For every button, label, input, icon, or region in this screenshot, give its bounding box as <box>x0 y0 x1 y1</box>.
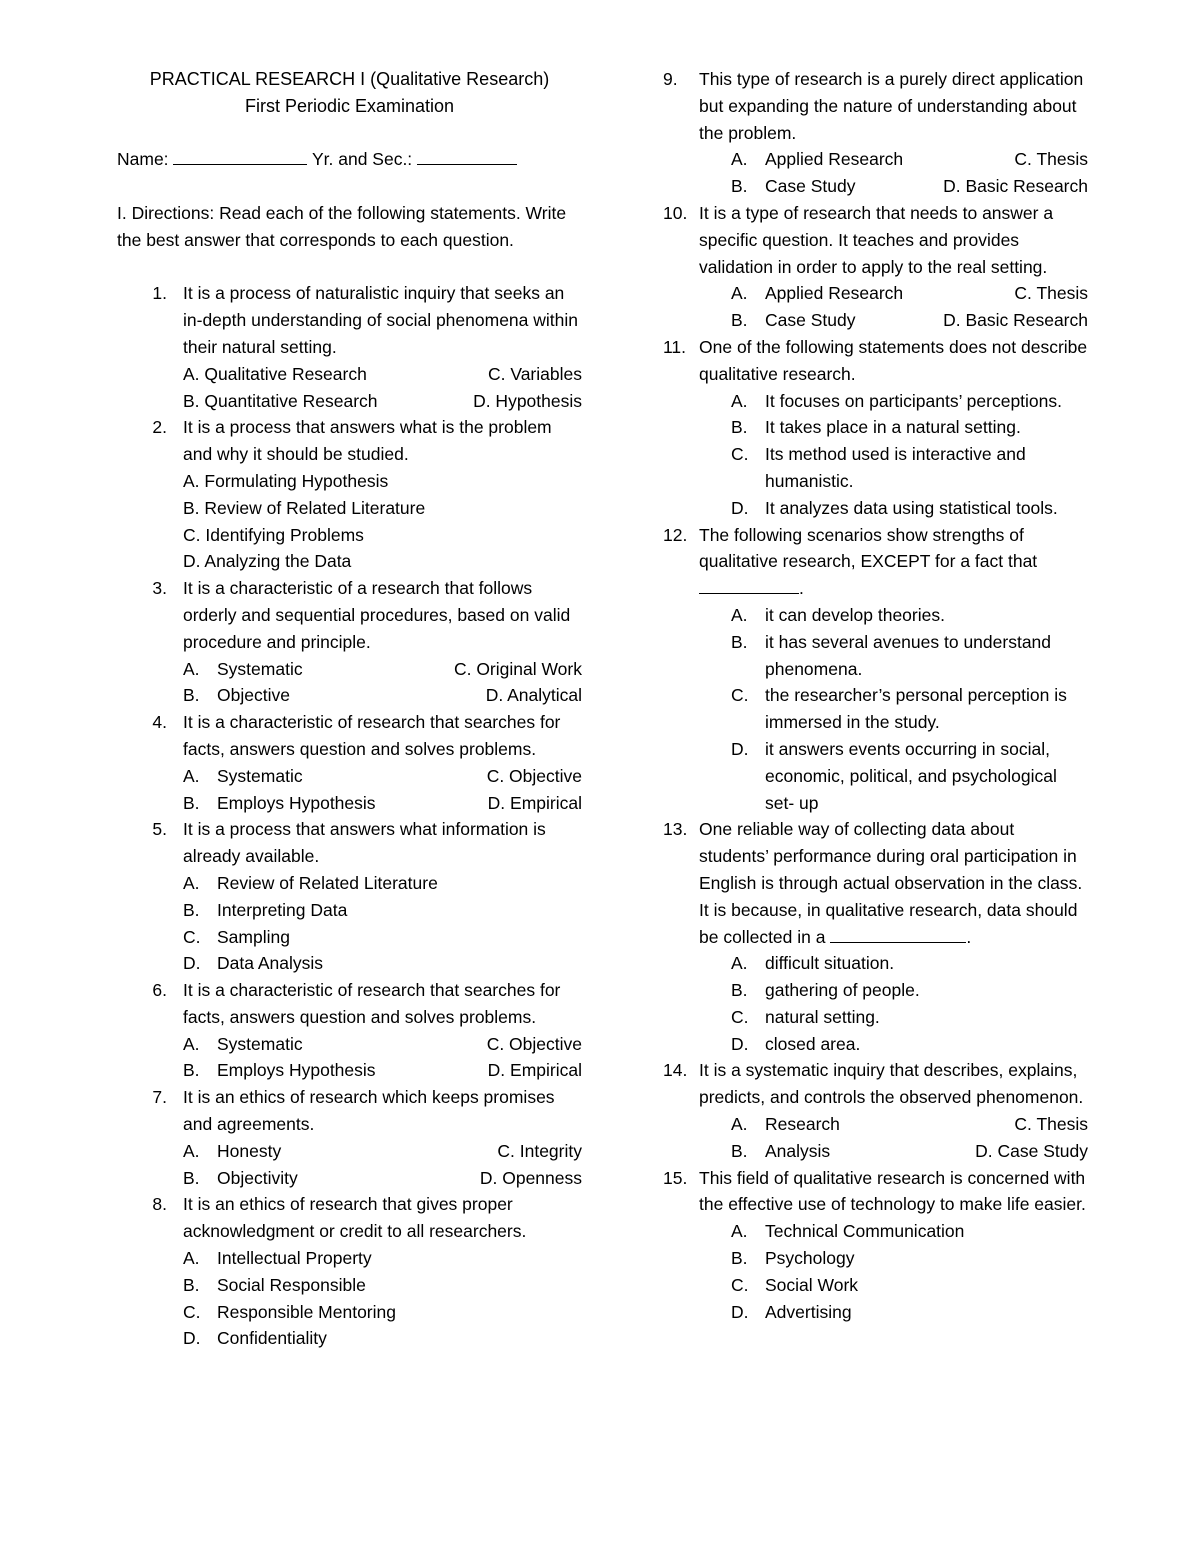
options-row <box>117 361 582 388</box>
option-c[interactable]: C. Thesis <box>1014 149 1088 170</box>
question-text: It is an ethics of research which keeps promises and agreements. <box>183 1087 555 1135</box>
option-text: Social Responsible <box>217 1274 366 1295</box>
option-letter: B. <box>183 685 200 706</box>
option-text: Systematic <box>217 765 303 786</box>
option-letter: B. <box>183 792 200 813</box>
option-text: Systematic <box>217 658 303 679</box>
option-letter: C. <box>731 444 749 465</box>
options-row <box>663 173 1088 200</box>
question-number: 6. <box>152 980 167 1001</box>
question-text: It is a characteristic of research that searches for facts, answers question and solves problems. <box>183 712 561 759</box>
option-letter: C. <box>731 1274 749 1295</box>
option-d[interactable]: D. Analyzing the Data <box>183 551 352 572</box>
option-text: Employs Hypothesis <box>217 1060 376 1081</box>
question-3 <box>117 575 582 655</box>
option-text: It focuses on participants’ perceptions. <box>765 390 1063 411</box>
option-a[interactable] <box>183 656 303 683</box>
options-row <box>117 1138 582 1165</box>
question-text: It is a process of naturalistic inquiry that seeks an in-depth understanding of social phenomena within their natural setting. <box>183 283 578 357</box>
question-8 <box>117 1191 582 1245</box>
question-number: 9. <box>663 69 678 89</box>
question-text: It is an ethics of research that gives proper acknowledgment or credit to all researchers. <box>183 1194 527 1242</box>
option-letter: D. <box>731 738 749 759</box>
options-row <box>117 682 582 709</box>
option-b[interactable] <box>117 1272 582 1299</box>
option-text: it has several avenues to understand phenomena. <box>765 631 1052 679</box>
question-6 <box>117 977 582 1031</box>
option-letter: A. <box>731 953 748 974</box>
option-c[interactable]: C. Integrity <box>497 1140 582 1161</box>
options-row <box>663 280 1088 307</box>
question-10 <box>663 200 1088 280</box>
option-c[interactable]: C. Identifying Problems <box>183 524 364 545</box>
option-letter: A. <box>731 1114 748 1135</box>
option-a[interactable]: A. Formulating Hypothesis <box>183 470 389 491</box>
blank-period: . <box>799 578 804 599</box>
option-letter: A. <box>731 604 748 625</box>
option-letter: B. <box>183 899 200 920</box>
option-text: Advertising <box>765 1301 852 1322</box>
option-text: Applied Research <box>765 283 904 304</box>
option-c[interactable] <box>663 441 1088 495</box>
question-2 <box>117 414 582 468</box>
option-letter: A. <box>183 1033 200 1054</box>
option-a[interactable] <box>117 870 582 897</box>
option-d[interactable]: D. Empirical <box>487 792 582 813</box>
option-letter: D. <box>731 497 749 518</box>
question-text: The following scenarios show strengths of qualitative research, EXCEPT for a fact that <box>699 524 1038 572</box>
option-d[interactable] <box>663 1031 1088 1058</box>
option-d[interactable]: D. Openness <box>479 1167 582 1188</box>
name-row <box>117 146 582 173</box>
option-text: gathering of people. <box>765 980 920 1001</box>
question-number: 3. <box>152 578 167 599</box>
option-letter: A. <box>183 658 200 679</box>
option-b[interactable] <box>663 414 1088 441</box>
option-b[interactable] <box>663 629 1088 683</box>
option-text: Interpreting Data <box>217 899 348 920</box>
question-number: 5. <box>152 819 167 840</box>
option-text: Analysis <box>765 1140 831 1161</box>
question-text: It is a characteristic of research that searches for facts, answers question and solves problems. <box>183 980 561 1027</box>
question-text: This type of research is a purely direct application but expanding the nature of understanding about the problem. <box>699 69 1084 143</box>
option-letter: C. <box>183 926 201 947</box>
option-text: It takes place in a natural setting. <box>765 417 1021 438</box>
options-row <box>663 307 1088 334</box>
question-1 <box>117 280 582 360</box>
option-text: difficult situation. <box>765 953 895 974</box>
question-number: 7. <box>152 1087 167 1108</box>
question-text: It is a type of research that needs to answer a specific question. It teaches and provides validation in order to apply to the real setting. <box>699 202 1054 277</box>
option-letter: B. <box>731 176 748 197</box>
name-field[interactable] <box>173 146 307 165</box>
option-a[interactable] <box>663 388 1088 415</box>
option-text: Case Study <box>765 176 856 197</box>
question-number: 2. <box>152 417 167 438</box>
question-number: 15. <box>663 1167 688 1188</box>
option-c[interactable]: C. Original Work <box>453 658 582 679</box>
name-label: Name: <box>117 149 169 170</box>
option-letter: D. <box>731 1033 749 1054</box>
option-text: Intellectual Property <box>217 1248 372 1269</box>
directions: I. Directions: Read each of the following statements. Write the best answer that corresponds to each question. <box>117 202 567 250</box>
option-letter: C. <box>183 1301 201 1322</box>
option-b[interactable]: B. Review of Related Literature <box>183 497 426 518</box>
option-letter: B. <box>183 1274 200 1295</box>
option-text: Its method used is interactive and humanistic. <box>765 444 1026 491</box>
question-text: It is a process that answers what information is already available. <box>183 819 546 867</box>
option-b[interactable] <box>663 977 1088 1004</box>
option-a[interactable] <box>731 280 904 307</box>
option-b[interactable] <box>731 307 856 334</box>
option-b[interactable] <box>731 173 856 200</box>
option-c[interactable]: C. Objective <box>486 1033 582 1054</box>
option-c[interactable]: C. Objective <box>486 765 582 786</box>
option-text: the researcher’s personal perception is immersed in the study. <box>765 685 1067 733</box>
question-13 <box>663 816 1088 950</box>
option-b[interactable] <box>183 790 376 817</box>
option-d[interactable]: D. Basic Research <box>943 310 1088 331</box>
option-d[interactable] <box>663 736 1088 816</box>
option-letter: A. <box>183 872 200 893</box>
option-letter: A. <box>183 765 200 786</box>
option-text: Social Work <box>765 1274 859 1295</box>
option-c[interactable]: C. Variables <box>487 363 582 384</box>
question-14 <box>663 1057 1088 1111</box>
option-b[interactable] <box>663 1245 1088 1272</box>
option-c[interactable] <box>663 682 1088 736</box>
option-text: Confidentiality <box>217 1328 327 1349</box>
option-letter: B. <box>731 631 748 652</box>
left-column <box>117 66 582 1352</box>
option-letter: A. <box>731 149 748 170</box>
option-d[interactable] <box>117 1325 582 1352</box>
option-d[interactable] <box>117 950 582 977</box>
option-text: Responsible Mentoring <box>217 1301 396 1322</box>
option-d[interactable]: D. Hypothesis <box>473 390 582 411</box>
option-letter: B. <box>183 1060 200 1081</box>
yrsec-label: Yr. and Sec.: <box>311 149 413 170</box>
option-letter: A. <box>731 283 748 304</box>
option-text: Systematic <box>217 1033 303 1054</box>
blank-period: . <box>966 926 972 947</box>
option-text: Objectivity <box>217 1167 298 1188</box>
question-number: 13. <box>663 819 688 840</box>
option-a[interactable] <box>183 763 303 790</box>
option-c[interactable] <box>117 924 582 951</box>
exam-title: PRACTICAL RESEARCH I (Qualitative Research) <box>149 69 550 89</box>
question-number: 12. <box>663 524 688 545</box>
option-a[interactable] <box>663 1218 1088 1245</box>
option-letter: D. <box>731 1301 749 1322</box>
options-row <box>117 1057 582 1084</box>
option-text: Data Analysis <box>217 953 324 974</box>
option-letter: A. <box>731 390 748 411</box>
yrsec-field[interactable] <box>417 146 517 165</box>
option-b[interactable] <box>117 897 582 924</box>
option-d[interactable] <box>663 1299 1088 1326</box>
option-text: Applied Research <box>765 149 904 170</box>
right-column <box>663 66 1088 1325</box>
question-12 <box>663 522 1088 602</box>
question-text: It is a systematic inquiry that describes, explains, predicts, and controls the observed phenomenon. <box>699 1060 1084 1108</box>
question-number: 4. <box>152 712 167 733</box>
option-b[interactable] <box>731 1138 831 1165</box>
question-11 <box>663 334 1088 388</box>
question-text: It is a characteristic of a research that follows orderly and sequential procedures, based on valid procedure and principle. <box>183 578 571 652</box>
option-text: Sampling <box>217 926 290 947</box>
option-letter: B. <box>731 1140 748 1161</box>
option-b[interactable] <box>183 1057 376 1084</box>
option-a[interactable] <box>663 950 1088 977</box>
option-b[interactable]: B. Quantitative Research <box>183 390 378 411</box>
option-text: Honesty <box>217 1140 282 1161</box>
question-4 <box>117 709 582 763</box>
option-text: Technical Communication <box>765 1221 965 1242</box>
option-text: Review of Related Literature <box>217 872 438 893</box>
option-c[interactable]: C. Thesis <box>1014 283 1088 304</box>
option-text: It analyzes data using statistical tools. <box>765 497 1058 518</box>
option-text: Research <box>765 1114 840 1135</box>
question-text: This field of qualitative research is concerned with the effective use of technology to make life easier. <box>699 1167 1086 1215</box>
option-letter: C. <box>731 1006 749 1027</box>
option-letter: B. <box>731 310 748 331</box>
option-c[interactable]: C. Thesis <box>1014 1114 1088 1135</box>
option-a[interactable] <box>183 1138 282 1165</box>
option-d[interactable] <box>663 495 1088 522</box>
options-row <box>117 388 582 415</box>
option-b[interactable] <box>183 1165 298 1192</box>
option-d[interactable]: D. Empirical <box>487 1060 582 1081</box>
question-number: 10. <box>663 202 688 223</box>
question-number: 8. <box>152 1194 167 1215</box>
option-text: Employs Hypothesis <box>217 792 376 813</box>
question-15 <box>663 1165 1088 1219</box>
options-row <box>663 146 1088 173</box>
option-letter: B. <box>731 980 748 1001</box>
option-a[interactable] <box>117 1245 582 1272</box>
option-letter: A. <box>183 1248 200 1269</box>
option-text: Objective <box>217 685 290 706</box>
option-a[interactable] <box>663 602 1088 629</box>
option-a[interactable] <box>731 1111 840 1138</box>
option-c[interactable] <box>117 1299 582 1326</box>
options-row <box>117 763 582 790</box>
answer-blank[interactable] <box>699 575 799 594</box>
question-5 <box>117 816 582 870</box>
option-letter: A. <box>183 1140 200 1161</box>
options-row <box>117 1031 582 1058</box>
option-a[interactable] <box>731 146 904 173</box>
exam-subtitle: First Periodic Examination <box>244 95 455 116</box>
option-c[interactable] <box>663 1004 1088 1031</box>
option-d[interactable]: D. Case Study <box>975 1140 1088 1161</box>
option-letter: D. <box>183 953 201 974</box>
options-row <box>663 1138 1088 1165</box>
question-text: One of the following statements does not describe qualitative research. <box>699 336 1088 384</box>
option-letter: B. <box>731 1248 748 1269</box>
answer-blank[interactable] <box>830 924 966 943</box>
options-row <box>117 790 582 817</box>
question-text: One reliable way of collecting data about students’ performance during oral participation in English is through actual observation in the class. It is because, in qualitative research, data should be collected in a <box>699 819 1083 947</box>
option-b[interactable] <box>183 682 290 709</box>
options-row <box>663 1111 1088 1138</box>
option-letter: B. <box>183 1167 200 1188</box>
question-9 <box>663 66 1088 146</box>
option-a[interactable] <box>183 1031 303 1058</box>
option-text: natural setting. <box>765 1006 880 1027</box>
option-letter: C. <box>731 685 749 706</box>
options-row <box>117 656 582 683</box>
option-c[interactable] <box>663 1272 1088 1299</box>
option-text: Psychology <box>765 1248 855 1269</box>
question-text: It is a process that answers what is the problem and why it should be studied. <box>183 417 552 465</box>
options-row <box>117 1165 582 1192</box>
option-text: Case Study <box>765 310 856 331</box>
option-d[interactable]: D. Basic Research <box>943 176 1088 197</box>
question-number: 14. <box>663 1060 688 1081</box>
option-d[interactable]: D. Analytical <box>485 685 582 706</box>
question-7 <box>117 1084 582 1138</box>
option-text: closed area. <box>765 1033 861 1054</box>
option-letter: A. <box>731 1221 748 1242</box>
question-number: 11. <box>663 336 687 357</box>
question-number: 1. <box>152 283 167 304</box>
option-letter: B. <box>731 417 748 438</box>
option-text: it can develop theories. <box>765 604 945 625</box>
option-text: it answers events occurring in social, economic, political, and psychological set- up <box>765 738 1057 813</box>
option-a[interactable]: A. Qualitative Research <box>183 363 367 384</box>
option-letter: D. <box>183 1328 201 1349</box>
